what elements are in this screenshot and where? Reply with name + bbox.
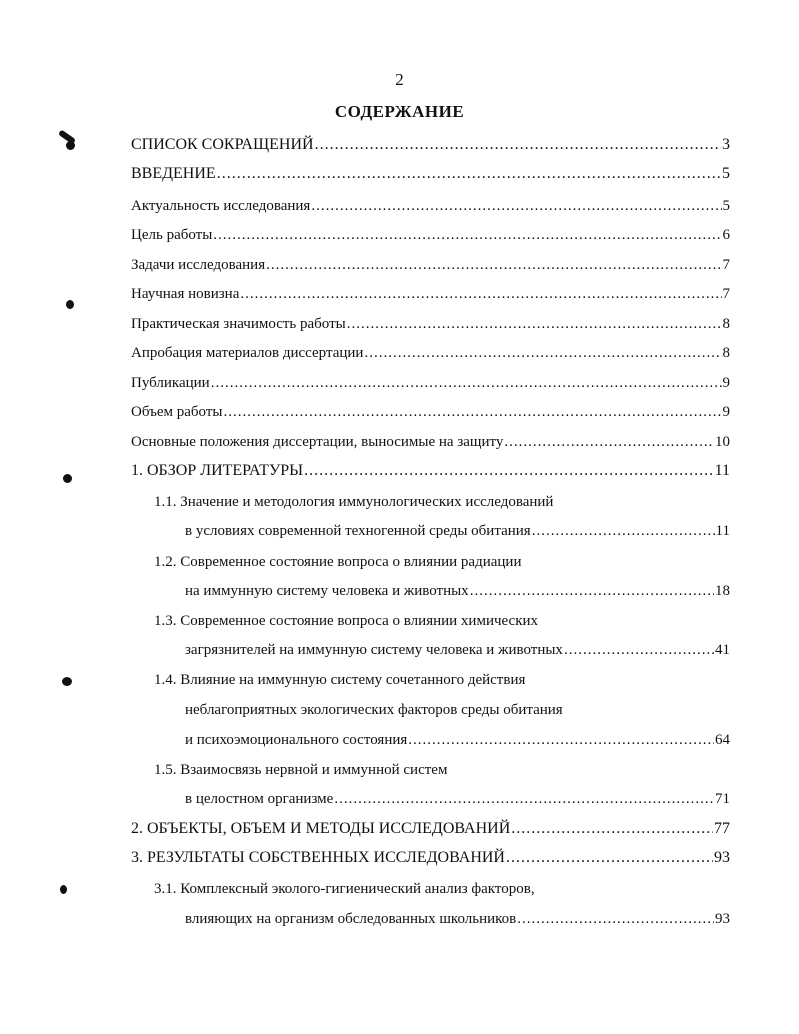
- toc-entry-title: Задачи исследования: [131, 257, 266, 273]
- toc-entry: [131, 284, 730, 304]
- toc-leader-dots: [504, 432, 714, 452]
- scan-mark: [62, 677, 72, 686]
- toc-entry: [154, 611, 538, 631]
- toc-entry-title: 1.3. Современное состояние вопроса о влиянии химических: [154, 613, 539, 629]
- toc-page-number: 8: [722, 316, 730, 332]
- toc-page-number: 18: [715, 583, 730, 599]
- toc-entry: [131, 314, 730, 334]
- toc-page-number: 3: [722, 136, 730, 153]
- toc-entry-title: 3.1. Комплексный эколого-гигиенический анализ факторов,: [154, 881, 535, 897]
- toc-page-number: 93: [714, 849, 730, 866]
- toc-leader-dots: [240, 284, 721, 304]
- toc-leader-dots: [334, 789, 714, 809]
- toc-entry: [131, 196, 730, 216]
- toc-leader-dots: [511, 819, 713, 839]
- toc-entry: [131, 819, 730, 839]
- toc-leader-dots: [506, 848, 713, 868]
- toc-entry: [131, 343, 730, 363]
- toc-leader-dots: [532, 521, 715, 541]
- toc-page-number: 64: [715, 732, 730, 748]
- toc-page-number: 71: [715, 791, 730, 807]
- toc-leader-dots: [304, 461, 713, 481]
- toc-leader-dots: [408, 730, 714, 750]
- toc-entry: [131, 432, 730, 452]
- toc-entry-title: неблагоприятных экологических факторов среды обитания: [185, 702, 563, 718]
- toc-entry-title: 1.5. Взаимосвязь нервной и иммунной систем: [154, 762, 448, 778]
- page-title: СОДЕРЖАНИЕ: [334, 102, 465, 121]
- toc-page-number: 11: [715, 523, 730, 539]
- toc-entry-title: Объем работы: [131, 404, 223, 420]
- toc-entry-title: влияющих на организм обследованных школьников: [185, 911, 517, 927]
- scan-mark: [66, 300, 74, 309]
- toc-leader-dots: [364, 343, 721, 363]
- toc-leader-dots: [315, 135, 721, 155]
- toc-page-number: 6: [722, 227, 730, 243]
- toc-page-number: 8: [722, 345, 730, 361]
- scan-mark: [66, 141, 75, 150]
- toc-entry: [185, 700, 563, 720]
- toc-leader-dots: [211, 373, 722, 393]
- toc-page-number: 7: [722, 257, 730, 273]
- toc-entry-title: Основные положения диссертации, выносимые на защиту: [131, 434, 504, 450]
- scan-mark: [63, 474, 72, 483]
- toc-leader-dots: [470, 581, 714, 601]
- toc-page-number: 9: [722, 404, 730, 420]
- toc-entry-title: 1.4. Влияние на иммунную систему сочетанного действия: [154, 672, 526, 688]
- toc-entry-title: 3. РЕЗУЛЬТАТЫ СОБСТВЕННЫХ ИССЛЕДОВАНИЙ: [131, 849, 505, 866]
- toc-entry: [185, 909, 730, 929]
- toc-entry: [131, 848, 730, 868]
- toc-page-number: 5: [722, 165, 730, 182]
- toc-page-number: 93: [715, 911, 730, 927]
- toc-entry: [154, 552, 521, 572]
- toc-leader-dots: [266, 255, 721, 275]
- toc-entry: [131, 164, 730, 184]
- toc-page-number: 11: [714, 462, 730, 479]
- toc-entry-title: Апробация материалов диссертации: [131, 345, 364, 361]
- toc-entry: [185, 789, 730, 809]
- toc-leader-dots: [213, 225, 721, 245]
- page-number: 2: [395, 70, 404, 89]
- toc-page-number: 7: [722, 286, 730, 302]
- toc-page-number: 5: [722, 198, 730, 214]
- toc-entry-title: на иммунную систему человека и животных: [185, 583, 469, 599]
- toc-entry-title: Актуальность исследования: [131, 198, 311, 214]
- toc-entry: [131, 461, 730, 481]
- toc-entry-title: 1. ОБЗОР ЛИТЕРАТУРЫ: [131, 462, 304, 479]
- toc-entry-title: СПИСОК СОКРАЩЕНИЙ: [131, 136, 314, 153]
- toc-entry: [154, 760, 447, 780]
- toc-leader-dots: [223, 402, 721, 422]
- toc-entry: [154, 879, 535, 899]
- toc-entry-title: в целостном организме: [185, 791, 334, 807]
- toc-entry-title: ВВЕДЕНИЕ: [131, 165, 216, 182]
- toc-page-number: 9: [722, 375, 730, 391]
- toc-page-number: 10: [715, 434, 730, 450]
- toc-leader-dots: [517, 909, 714, 929]
- toc-entry: [185, 730, 730, 750]
- toc-entry: [154, 492, 553, 512]
- toc-entry: [185, 521, 730, 541]
- toc-entry-title: в условиях современной техногенной среды обитания: [185, 523, 531, 539]
- toc-entry: [131, 373, 730, 393]
- toc-entry-title: Цель работы: [131, 227, 213, 243]
- toc-leader-dots: [564, 640, 714, 660]
- toc-entry-title: 2. ОБЪЕКТЫ, ОБЪЕМ И МЕТОДЫ ИССЛЕДОВАНИЙ: [131, 820, 511, 837]
- toc-entry-title: Публикации: [131, 375, 210, 391]
- toc-entry: [131, 225, 730, 245]
- toc-leader-dots: [311, 196, 721, 216]
- toc-entry: [154, 670, 525, 690]
- toc-entry: [131, 135, 730, 155]
- toc-entry-title: 1.1. Значение и методология иммунологических исследований: [154, 494, 554, 510]
- toc-entry: [131, 255, 730, 275]
- toc-entry-title: Научная новизна: [131, 286, 240, 302]
- toc-page-number: 77: [714, 820, 730, 837]
- scan-mark: [60, 885, 67, 894]
- toc-entry: [131, 402, 730, 422]
- toc-entry-title: Практическая значимость работы: [131, 316, 346, 332]
- toc-entry-title: и психоэмоционального состояния: [185, 732, 408, 748]
- toc-page-number: 41: [715, 642, 730, 658]
- toc-entry: [185, 640, 730, 660]
- toc-leader-dots: [217, 164, 721, 184]
- toc-entry: [185, 581, 730, 601]
- toc-entry-title: загрязнителей на иммунную систему человека и животных: [185, 642, 563, 658]
- toc-leader-dots: [347, 314, 722, 334]
- toc-entry-title: 1.2. Современное состояние вопроса о влиянии радиации: [154, 554, 522, 570]
